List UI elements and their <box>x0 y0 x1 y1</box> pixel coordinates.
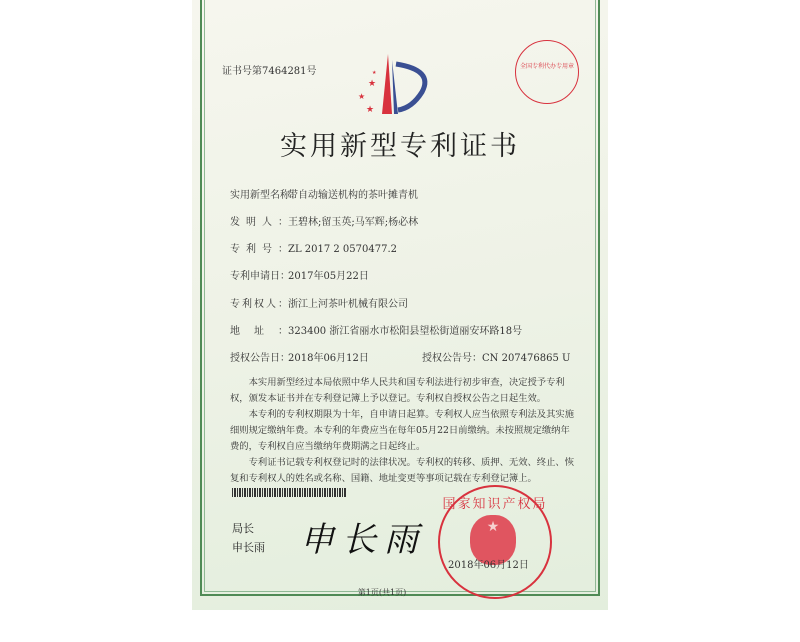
field-publication-date: 授权公告日：2018年06月12日 <box>230 353 369 364</box>
field-name: 实用新型名称：带自动输送机构的茶叶摊青机 <box>230 190 418 201</box>
paragraph: 本专利的专利权期限为十年，自申请日起算。专利权人应当依照专利法及其实施细则规定缴纳年费。本专利的年费应当在每年05月22日前缴纳。未按照规定缴纳年费的，专利权自应当缴纳年费期满之日起终止。 <box>230 409 574 452</box>
paragraph: 专利证书记载专利权登记时的法律状况。专利权的转移、质押、无效、终止、恢复和专利权人的姓名或名称、国籍、地址变更等事项记载在专利登记簿上。 <box>230 457 574 484</box>
field-publication-number: 授权公告号：CN 207476865 U <box>422 353 571 364</box>
certificate-title: 实用新型专利证书 <box>280 131 520 162</box>
paragraph: 本实用新型经过本局依照中华人民共和国专利法进行初步审查，决定授予专利权，颁发本证书并在专利登记簿上予以登记。专利权自授权公告之日起生效。 <box>230 377 565 404</box>
field-patentee: 专利权人：浙江上河茶叶机械有限公司 <box>230 299 408 310</box>
certificate-body <box>230 375 575 487</box>
director-name: 申长雨 <box>232 541 265 554</box>
svg-text:★: ★ <box>358 92 366 101</box>
barcode <box>232 488 347 497</box>
field-application-date: 专利申请日：2017年05月22日 <box>230 271 369 282</box>
certificate-page <box>192 0 608 610</box>
page-footer: 第1页(共1页) <box>357 588 407 597</box>
svg-text:★: ★ <box>366 105 375 115</box>
certificate-number: 证书号第7464281号 <box>222 66 317 77</box>
field-address: 地址：323400 浙江省丽水市松阳县望松街道丽安环路18号 <box>230 326 523 337</box>
field-inventors: 发明人：王碧林;留玉英;马军辉;杨必林 <box>230 217 419 228</box>
signature: 申长雨 <box>300 520 426 560</box>
patent-office-logo-icon <box>352 52 432 122</box>
field-patent-number: 专利号：ZL 2017 2 0570477.2 <box>230 244 398 255</box>
svg-text:★: ★ <box>372 70 377 76</box>
agency-stamp: 全国专利代办专用章 <box>515 40 579 104</box>
seal-date: 2018年06月12日 <box>448 560 529 571</box>
director-title: 局长 <box>232 522 254 535</box>
national-emblem-icon: ★ <box>470 515 516 565</box>
official-seal: 国家知识产权局 ★ <box>438 485 552 599</box>
svg-text:★: ★ <box>368 79 377 89</box>
